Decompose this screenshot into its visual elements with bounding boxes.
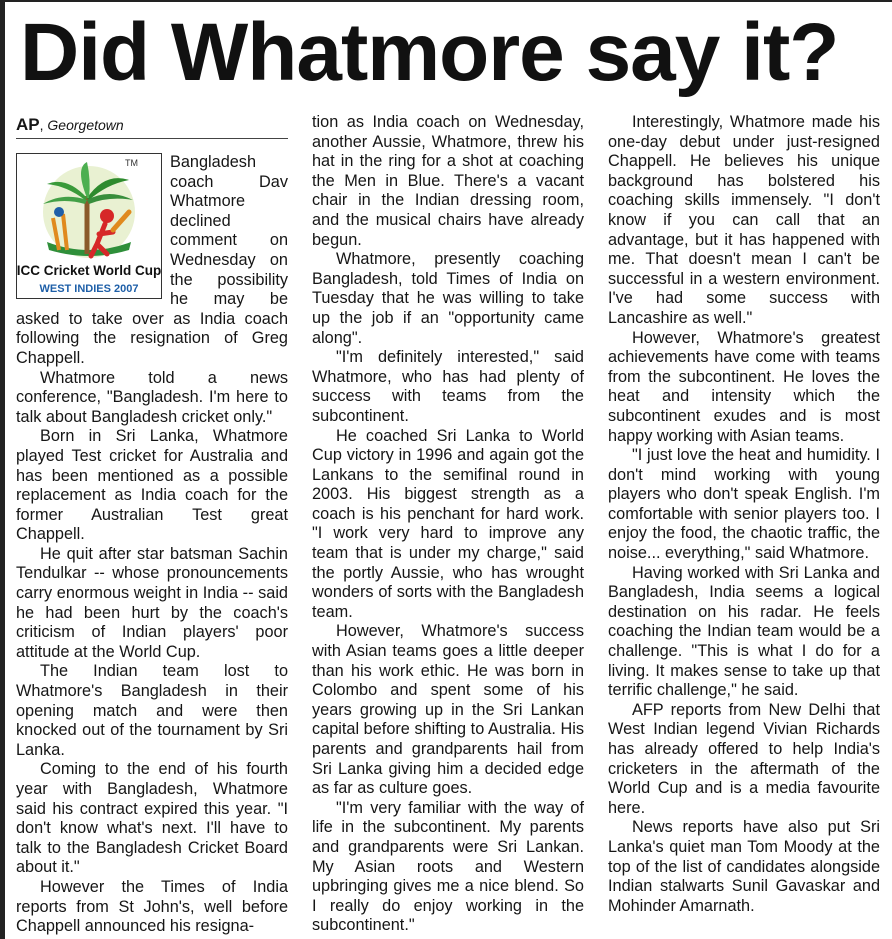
byline-rule <box>16 138 288 139</box>
column-2 <box>312 113 584 939</box>
logo-line1: ICC Cricket World Cup <box>17 263 161 278</box>
paragraph: "I'm definitely interested," said Whatmore, who has had plenty of success with teams from the subcontinent. <box>312 348 584 425</box>
paragraph: "I just love the heat and humidity. I don't mind working with young players who don't speak English. I'm comfortable with senior players too. I enjoy the food, the chaotic traffic, the noise... everything," said Whatmore. <box>608 446 880 563</box>
paragraph: He coached Sri Lanka to World Cup victory in 1996 and again got the Lankans to the semifinal round in 2003. His biggest strength as a coach is his penchant for hard work. "I work very hard to improve any team that is under my charge," said the portly Aussie, who has wrought wonders of sorts with the Bangladesh team. <box>312 426 584 621</box>
byline-agency: AP <box>16 115 40 134</box>
paragraph: Coming to the end of his fourth year with Bangladesh, Whatmore said his contract expired this year. "I don't know what's next. I'll have to talk to the Bangladesh Cricket Board about it." <box>16 760 288 877</box>
logo-line2: WEST INDIES 2007 <box>39 283 139 295</box>
top-rule <box>0 0 892 2</box>
left-rule <box>0 0 5 939</box>
byline-separator: , <box>39 117 48 133</box>
column-1 <box>16 113 288 939</box>
paragraph: The Indian team lost to Whatmore's Bangladesh in their opening match and were then knocked out of the tournament by Sri Lanka. <box>16 662 288 759</box>
byline-location: Georgetown <box>47 117 124 133</box>
paragraph: Interestingly, Whatmore made his one-day debut under just-resigned Chappell. He believes his unique background has bolstered his coaching skills immensely. "I don't know if you can call that an advantage, but it has happened with me. That doesn't mean I can't be successful in a western environment. I've had some success with Lancashire as well." <box>608 113 880 327</box>
paragraph: However the Times of India reports from St John's, well before Chappell announced his resigna- <box>16 877 288 936</box>
paragraph: However, Whatmore's success with Asian teams goes a little deeper than his work ethic. He was born in Colombo and spent some of his years growing up in the Sri Lankan capital before shifting to Australia. His parents and grandparents hail from Sri Lanka giving him a decided edge as far as culture goes. <box>312 622 584 798</box>
paragraph: Whatmore told a news conference, "Bangladesh. I'm here to talk about Bangladesh cricket only." <box>16 368 288 426</box>
paragraph: However, Whatmore's greatest achievements have come with teams from the subcontinent. He loves the heat and intensity which the subcontinent exudes and is most happy working with Asian teams. <box>608 328 880 445</box>
icc-world-cup-logo <box>16 153 162 299</box>
paragraph: tion as India coach on Wednesday, another Aussie, Whatmore, threw his hat in the ring for a shot at coaching the Men in Blue. There's a vacant chair in the Indian dressing room, and the musical chairs have already begun. <box>312 113 584 249</box>
paragraph: AFP reports from New Delhi that West Indian legend Vivian Richards has already offered to help India's cricketers in the aftermath of the World Cup and is a media favourite here. <box>608 700 880 817</box>
paragraph: News reports have also put Sri Lanka's quiet man Tom Moody at the top of the list of candidates alongside Indian stalwarts Sunil Gavaskar and Mohinder Amarnath. <box>608 818 880 915</box>
paragraph: Born in Sri Lanka, Whatmore played Test cricket for Australia and has been mentioned as a possible replacement as India coach for the former Australian Test great Chappell. <box>16 427 288 544</box>
logo-trademark: TM <box>125 158 138 168</box>
paragraph: Having worked with Sri Lanka and Bangladesh, India seems a logical destination on his radar. He feels coaching the Indian team would be a challenge. "This is what I do for a living. It makes sense to take up that terrific challenge," he said. <box>608 563 880 700</box>
paragraph: He quit after star batsman Sachin Tendulkar -- whose pronouncements carry enormous weight in India -- said he had been hurt by the coach's criticism of Indian players' poor attitude at the World Cup. <box>16 544 288 661</box>
paragraph: "I'm very familiar with the way of life in the subcontinent. My parents and grandparents were Sri Lankan. My Asian roots and Western upbringing gives me a nice blend. So I really do enjoy working in the subcontinent." <box>312 798 584 935</box>
byline <box>16 116 288 134</box>
paragraph: Bangladesh coach Dav Whatmore declined comment on Wednesday on the possibility he may be asked to take over as India coach following the resignation of Greg Chappell. <box>16 153 288 367</box>
column-3 <box>608 113 880 939</box>
paragraph: Whatmore, presently coaching Bangladesh, told Times of India on Tuesday that he was willing to take up the job if an "opportunity came along". <box>312 250 584 347</box>
headline: Did Whatmore say it? <box>20 7 839 98</box>
